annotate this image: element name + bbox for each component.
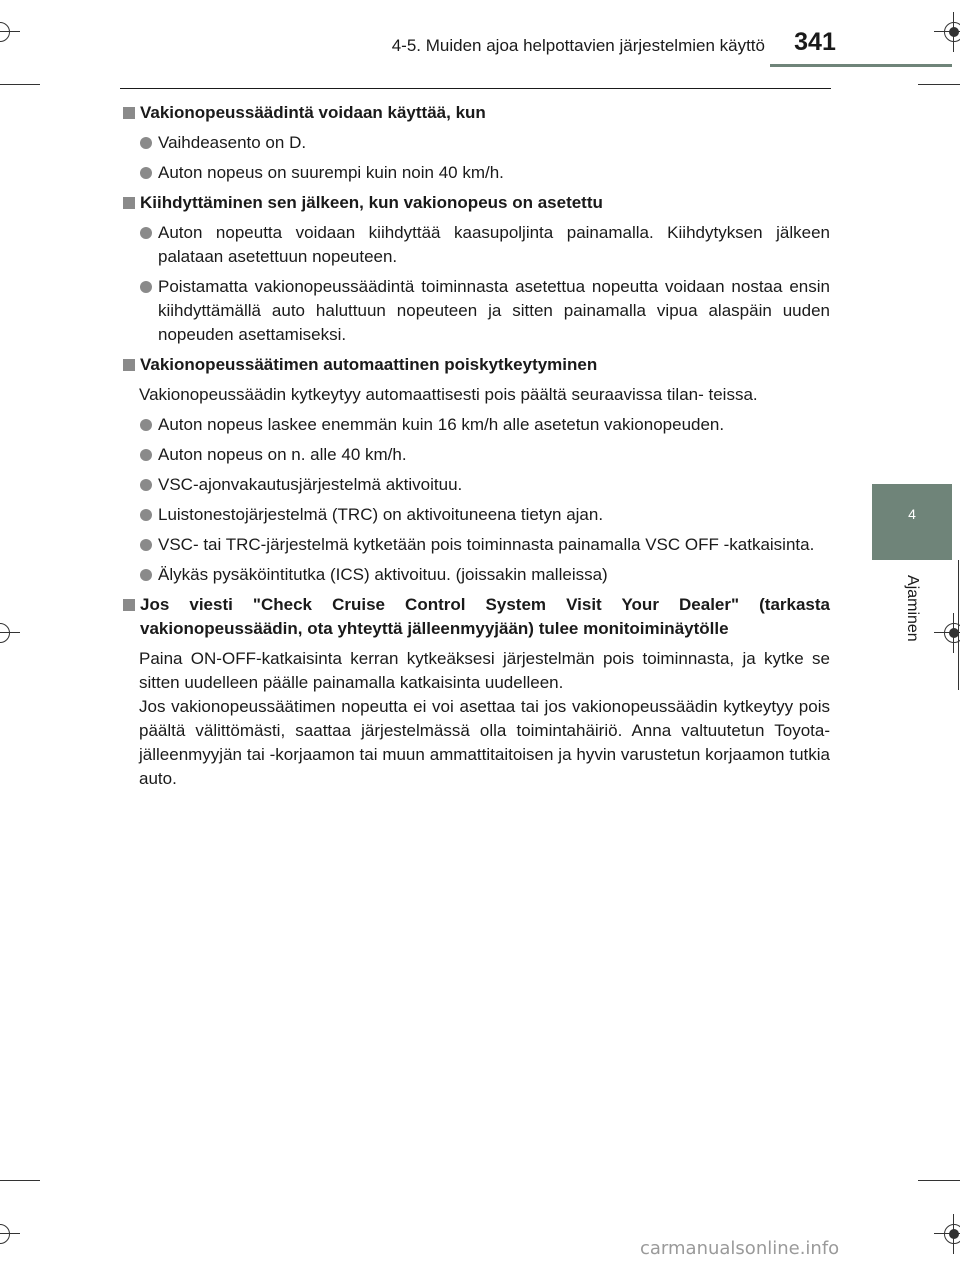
- section-title: 4-5. Muiden ajoa helpottavien järjestelmien käyttö: [391, 36, 765, 55]
- circle-bullet-icon: [140, 479, 152, 491]
- registration-mark-icon: [940, 619, 960, 647]
- heading-text: Kiihdyttäminen sen jälkeen, kun vakionopeus on asetettu: [140, 193, 603, 212]
- heading-text: Vakionopeussäätimen automaattinen poiskytkeytyminen: [140, 355, 598, 374]
- body-paragraph: Jos vakionopeussäätimen nopeutta ei voi asettaa tai jos vakionopeussäädin kytkeytyy pois päältä välittömästi, saattaa järjestelmässä olla toimintahäiriö. Anna valtuutetun Toyota-jälleenmyyjän tai -korjaamon tai muun ammattitaitoisen ja hyvin varustetun korjaamon tutkia auto.: [139, 697, 830, 788]
- page-number: 341: [794, 28, 836, 56]
- registration-mark-icon: [940, 1220, 960, 1248]
- section-heading: [120, 353, 830, 377]
- heading-text: Jos viesti "Check Cruise Control System Visit Your Dealer" (tarkasta vakionopeussäädin, ota yhteyttä jälleenmyyjään) tulee monitoiminäytölle: [140, 595, 830, 638]
- square-bullet-icon: [123, 197, 135, 209]
- header-accent-rule: [770, 64, 952, 67]
- circle-bullet-icon: [140, 509, 152, 521]
- section-heading: [120, 191, 830, 215]
- list-item-text: VSC-ajonvakautusjärjestelmä aktivoituu.: [158, 475, 463, 494]
- crop-mark: [0, 84, 40, 85]
- circle-bullet-icon: [140, 449, 152, 461]
- list-item: [120, 161, 830, 185]
- crop-mark: [918, 1180, 960, 1181]
- heading-text: Vakionopeussäädintä voidaan käyttää, kun: [140, 103, 486, 122]
- section-intro: Vakionopeussäädin kytkeytyy automaattisesti pois päältä seuraavissa tilan- teissa.: [139, 385, 758, 404]
- list-item: [120, 221, 830, 269]
- circle-bullet-icon: [140, 281, 152, 293]
- section-heading: [120, 593, 830, 641]
- circle-bullet-icon: [140, 569, 152, 581]
- watermark: carmanualsonline.info: [640, 1238, 840, 1259]
- list-item-text: Auton nopeus laskee enemmän kuin 16 km/h alle asetetun vakionopeuden.: [158, 415, 725, 434]
- list-item-text: Auton nopeus on suurempi kuin noin 40 km/h.: [158, 163, 504, 182]
- crop-mark: [918, 84, 960, 85]
- crop-mark: [0, 1180, 40, 1181]
- square-bullet-icon: [123, 359, 135, 371]
- list-item-text: Auton nopeutta voidaan kiihdyttää kaasupoljinta painamalla. Kiihdytyksen jälkeen palataan asetettuun nopeuteen.: [158, 223, 830, 266]
- list-item-text: Poistamatta vakionopeussäädintä toiminnasta asetettua nopeutta voidaan nostaa ensin kiihdyttämällä auto haluttuun nopeuteen ja sitten painamalla vipua alaspäin uuden nopeuden asettamiseksi.: [158, 277, 830, 344]
- body-paragraph: Paina ON-OFF-katkaisinta kerran kytkeäksesi järjestelmän pois toiminnasta, ja kytke se sitten uudelleen päälle painamalla katkaisinta uudelleen.: [139, 649, 830, 692]
- chapter-number: 4: [908, 506, 916, 522]
- registration-mark-icon: [0, 18, 14, 46]
- chapter-tab[interactable]: [872, 484, 952, 560]
- registration-mark-icon: [0, 619, 14, 647]
- list-item: [120, 131, 830, 155]
- list-item: [120, 503, 830, 527]
- list-item: [120, 563, 830, 587]
- list-item-text: VSC- tai TRC-järjestelmä kytketään pois toiminnasta painamalla VSC OFF -katkaisinta.: [158, 535, 815, 554]
- registration-mark-icon: [0, 1220, 14, 1248]
- header-rule: [120, 88, 831, 89]
- circle-bullet-icon: [140, 419, 152, 431]
- list-item: [120, 413, 830, 437]
- square-bullet-icon: [123, 599, 135, 611]
- list-item: [120, 473, 830, 497]
- registration-mark-icon: [940, 18, 960, 46]
- chapter-label-text: Ajaminen: [904, 575, 921, 642]
- section-heading: [120, 101, 830, 125]
- square-bullet-icon: [123, 107, 135, 119]
- circle-bullet-icon: [140, 539, 152, 551]
- list-item: [120, 533, 830, 557]
- page-content: [120, 95, 830, 791]
- circle-bullet-icon: [140, 227, 152, 239]
- list-item-text: Luistonestojärjestelmä (TRC) on aktivoituneena tietyn ajan.: [158, 505, 604, 524]
- list-item: [120, 275, 830, 347]
- list-item-text: Vaihdeasento on D.: [158, 133, 307, 152]
- list-item: [120, 443, 830, 467]
- crop-mark: [958, 560, 959, 690]
- list-item-text: Älykäs pysäköintitutka (ICS) aktivoituu. (joissakin malleissa): [158, 565, 608, 584]
- circle-bullet-icon: [140, 167, 152, 179]
- list-item-text: Auton nopeus on n. alle 40 km/h.: [158, 445, 407, 464]
- circle-bullet-icon: [140, 137, 152, 149]
